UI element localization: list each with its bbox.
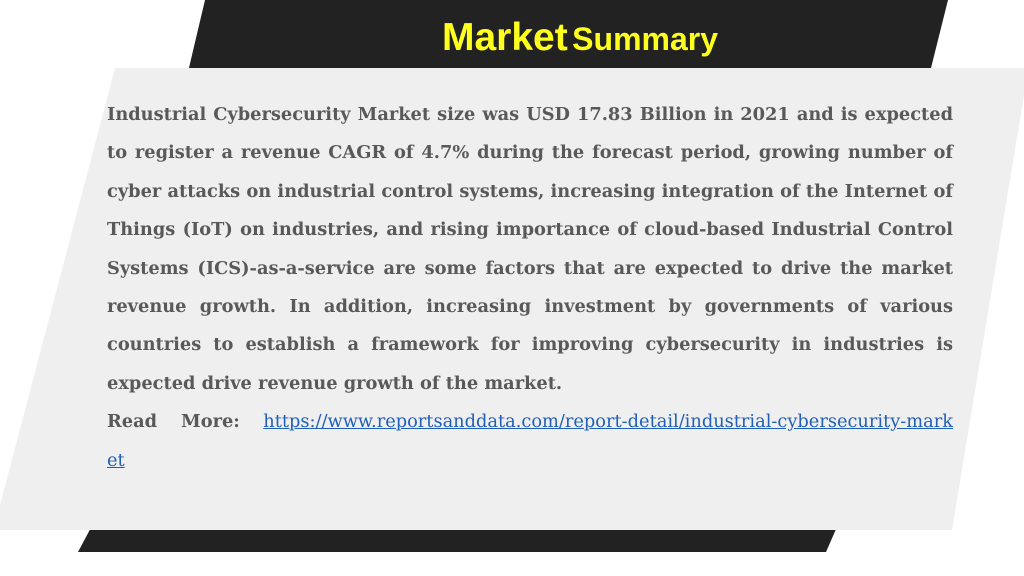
summary-block	[107, 96, 953, 480]
page-title	[300, 12, 860, 64]
more-word: More:	[181, 411, 240, 433]
read-more-line	[107, 403, 953, 480]
read-more-label	[107, 403, 247, 441]
report-link[interactable]: https://www.reportsanddata.com/report-detail/industrial-cybersecurity-market	[107, 411, 953, 471]
summary-paragraph: Industrial Cybersecurity Market size was USD 17.83 Billion in 2021 and is expected to register a revenue CAGR of 4.7% during the forecast period, growing number of cyber attacks on industrial control systems, increasing integration of the Internet of Things (IoT) on industries, and rising importance of cloud-based Industrial Control Systems (ICS)-as-a-service are some factors that are expected to drive the market revenue growth. In addition, increasing investment by governments of various countries to establish a framework for improving cybersecurity in industries is expected drive revenue growth of the market.	[107, 104, 953, 394]
title-word-summary: Summary	[572, 21, 719, 57]
title-word-market: Market	[441, 16, 568, 59]
read-word: Read	[107, 411, 158, 433]
